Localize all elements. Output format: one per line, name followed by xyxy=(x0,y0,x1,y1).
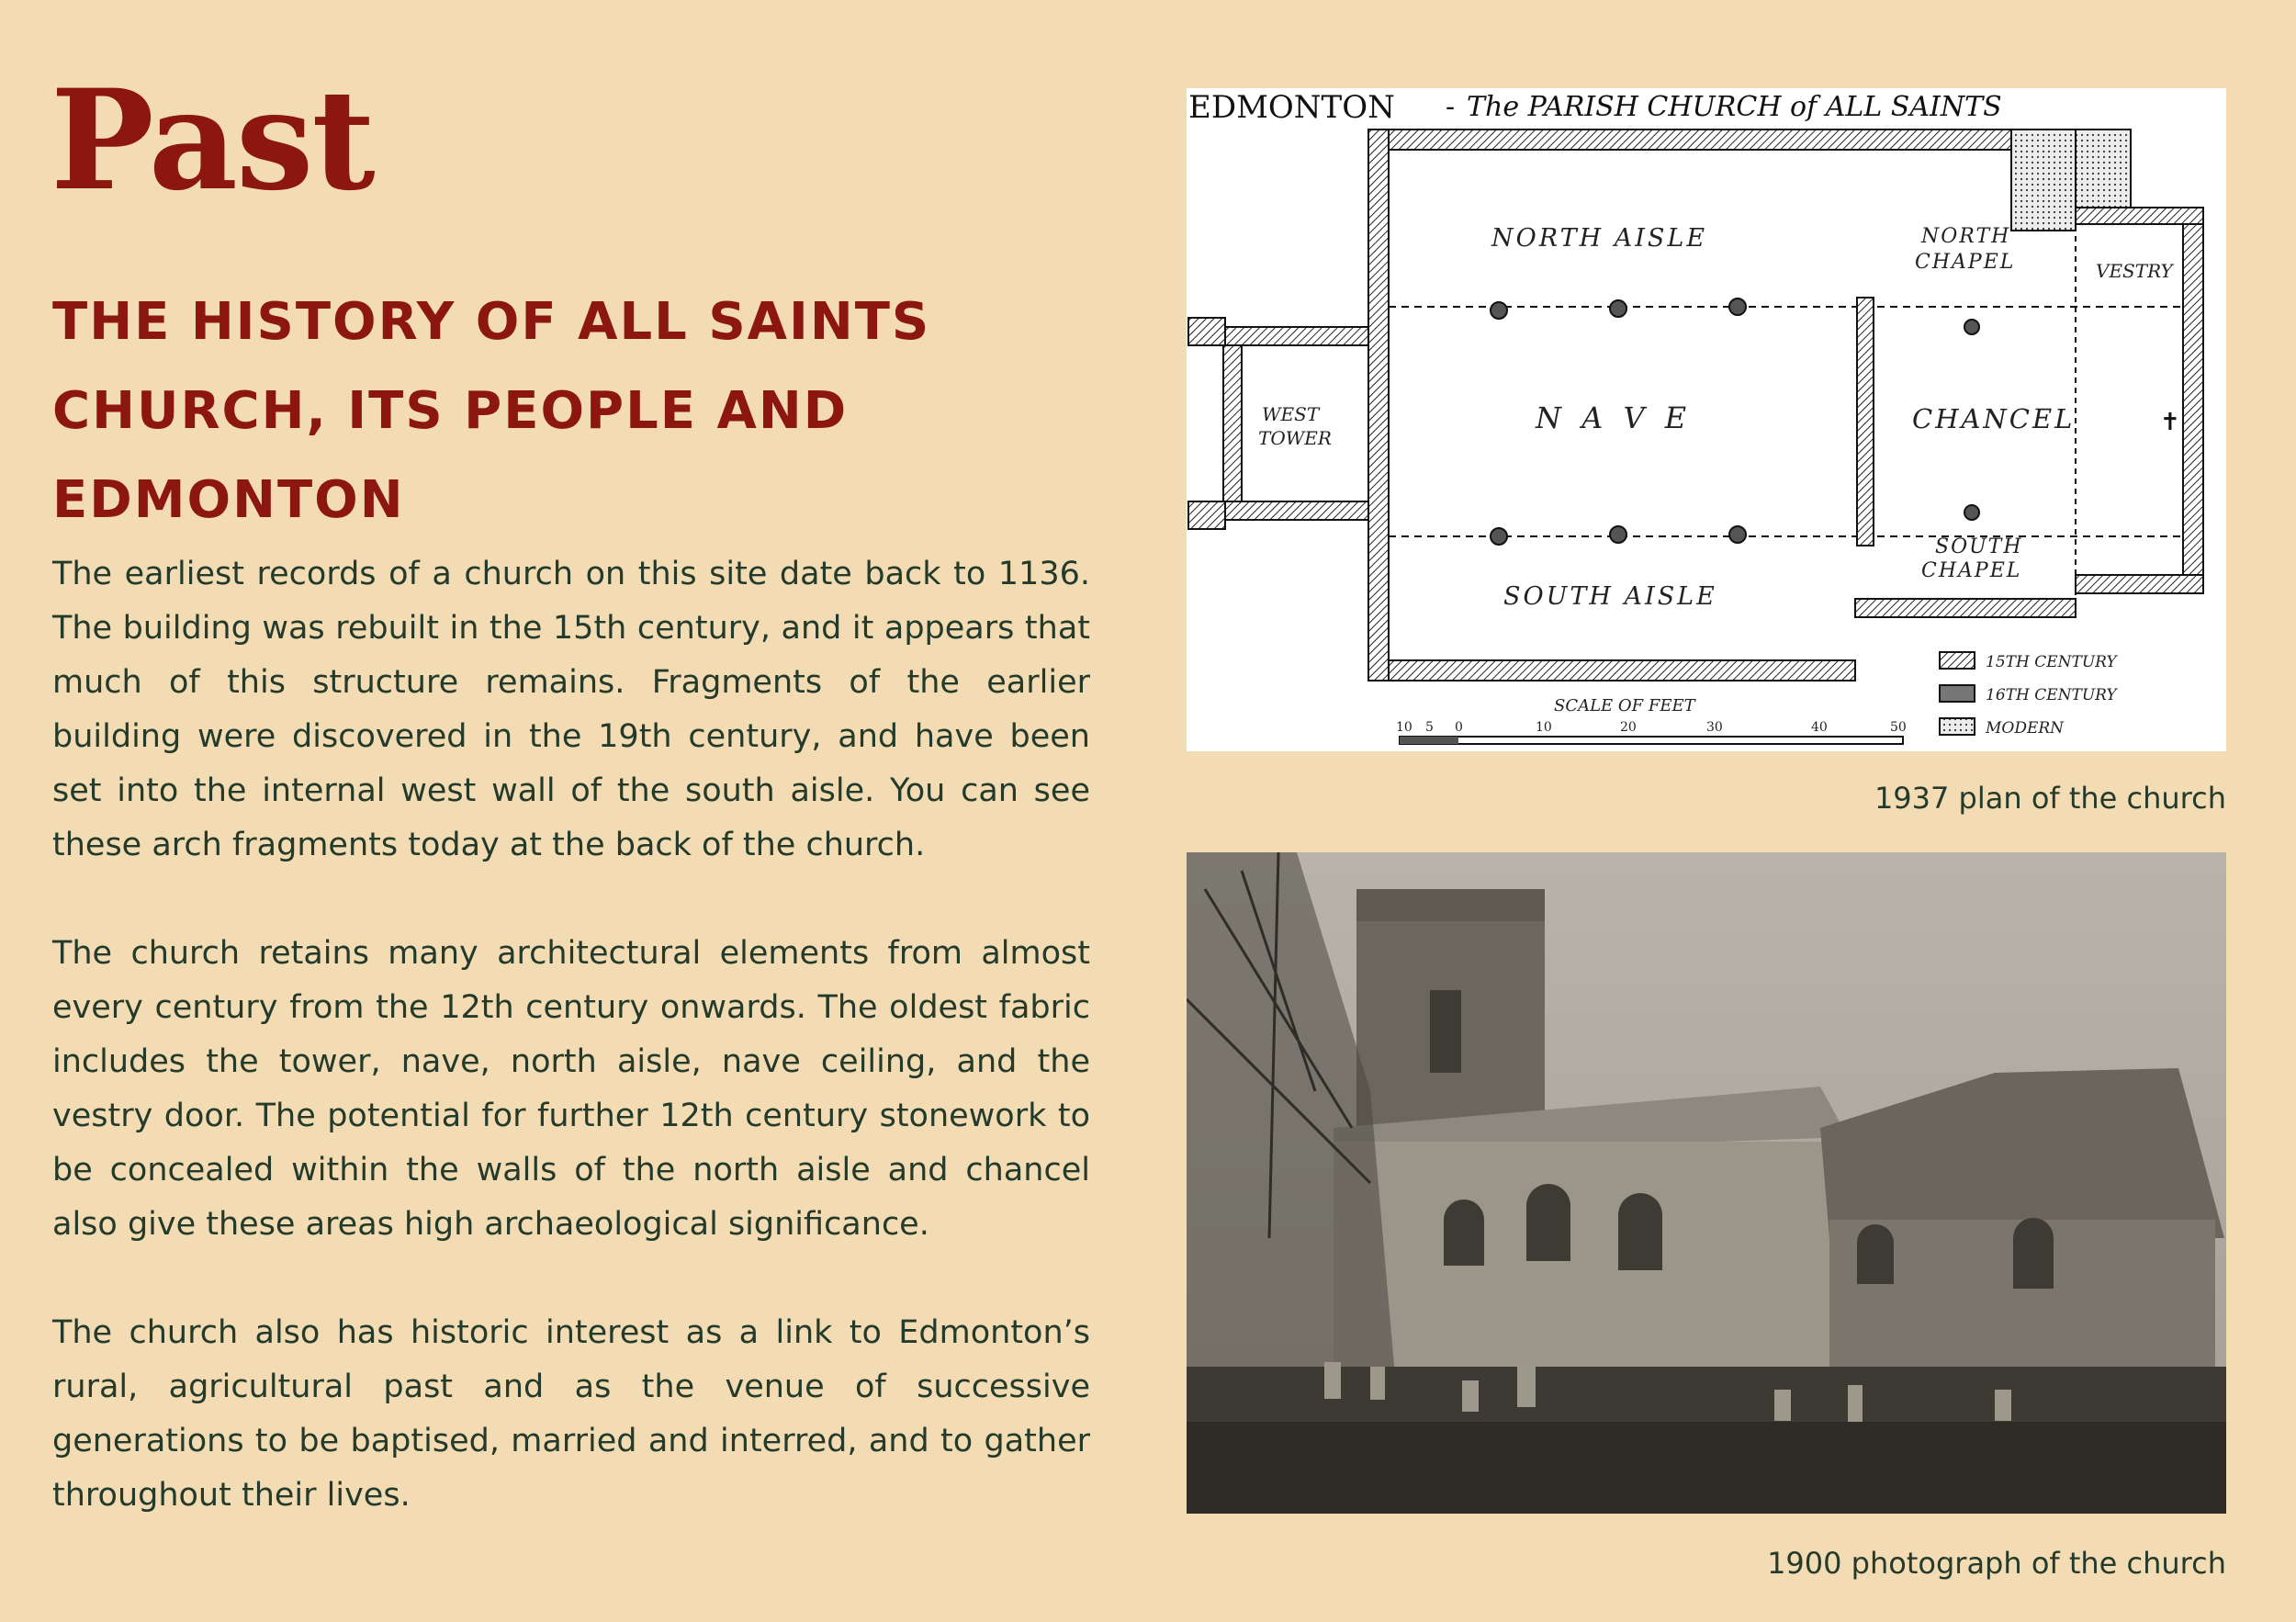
tower-south-wall xyxy=(1223,501,1368,520)
photo-gravestone xyxy=(1517,1367,1536,1407)
scale-tick-label: 10 xyxy=(1536,720,1552,735)
body-text xyxy=(52,547,1090,1523)
photo-hedge xyxy=(1187,1422,2226,1514)
plan-caption: 1937 plan of the church xyxy=(1874,781,2226,816)
legend-swatch-15th xyxy=(1940,652,1975,669)
west-nave-wall xyxy=(1368,130,1389,681)
photo-gravestone xyxy=(1370,1367,1385,1400)
church-plan-figure xyxy=(1187,88,2226,751)
pillar-north-chapel xyxy=(1964,320,1979,334)
paragraph-2: The church retains many architectural elements from almost every century from the 12th century onwards. The oldest fabric includes the tower, nave, north aisle, nave ceiling, and the vestry door. The potential for further 12th century stonework to be concealed within the walls of the north aisle and chancel also give these areas high archaeological significance. xyxy=(52,935,1090,1243)
chancel-south-wall xyxy=(2076,575,2203,593)
tower-north-wall xyxy=(1223,327,1368,345)
page-subtitle: THE HISTORY OF ALL SAINTS CHURCH, ITS PEOPLE AND EDMONTON xyxy=(52,292,931,530)
label-south-chapel-line2: CHAPEL xyxy=(1921,559,2022,582)
photo-window xyxy=(1526,1184,1570,1261)
label-south-chapel-line1: SOUTH xyxy=(1935,535,2023,558)
page-title: Past xyxy=(51,60,374,221)
tower-west-wall xyxy=(1223,327,1242,520)
scale-bar-fill xyxy=(1400,737,1458,744)
label-north-aisle: NORTH AISLE xyxy=(1491,224,1708,253)
label-chancel: CHANCEL xyxy=(1912,403,2076,434)
vestry-annex xyxy=(2011,130,2076,231)
altar-cross-icon: ✝ xyxy=(2160,409,2180,436)
pillar-north-3 xyxy=(1729,298,1746,315)
label-west-tower-line1: WEST xyxy=(1262,403,1320,425)
south-chapel-wall xyxy=(1855,599,2076,617)
tower-buttress-south xyxy=(1188,501,1225,529)
pillar-north-2 xyxy=(1610,300,1626,317)
label-nave: N A V E xyxy=(1536,400,1693,435)
label-north-chapel-line1: NORTH xyxy=(1921,225,2011,248)
chancel-arch xyxy=(1857,298,1874,546)
label-west-tower-line2: TOWER xyxy=(1258,427,1332,449)
scale-bar xyxy=(1400,737,1903,744)
church-plan-drawing xyxy=(1187,88,2226,751)
church-photograph-drawing xyxy=(1187,852,2226,1514)
pillar-north-1 xyxy=(1491,302,1507,319)
south-wall xyxy=(1368,660,1855,681)
legend-label-modern: MODERN xyxy=(1986,719,2065,738)
photo-gravestone xyxy=(1848,1385,1863,1422)
pillar-south-1 xyxy=(1491,528,1507,545)
photo-window xyxy=(1444,1200,1484,1266)
photo-tower-window xyxy=(1430,990,1461,1073)
plan-heading-separator: - xyxy=(1446,91,1456,123)
east-chancel-wall xyxy=(2183,208,2203,593)
label-vestry: VESTRY xyxy=(2096,260,2173,282)
legend-label-15th: 15TH CENTURY xyxy=(1986,653,2117,671)
scale-tick-label: 5 xyxy=(1425,720,1434,735)
label-north-chapel-line2: CHAPEL xyxy=(1915,251,2016,274)
vestry-wall xyxy=(2076,208,2203,224)
north-wall xyxy=(1368,130,2011,150)
legend-label-16th: 16TH CENTURY xyxy=(1986,686,2117,704)
label-scale-of-feet: SCALE OF FEET xyxy=(1554,696,1695,715)
photo-window xyxy=(1618,1193,1662,1270)
photo-tower-battlements xyxy=(1356,889,1545,921)
legend-swatch-16th xyxy=(1940,685,1975,702)
legend-swatch-modern xyxy=(1940,718,1975,735)
photo-gravestone xyxy=(1324,1362,1341,1399)
photo-gravestone xyxy=(1995,1390,2011,1421)
plan-heading-right: The PARISH CHURCH of ALL SAINTS xyxy=(1467,91,2002,123)
photo-gravestone xyxy=(1462,1380,1479,1412)
paragraph-1: The earliest records of a church on this site date back to 1136. The building was rebuilt in the 15th century, and it appears that much of this structure remains. Fragments of the earlier building were discovered in the 19th century, and have been set into the internal west wall of the south aisle. You can see these arch fragments today at the back of the church. xyxy=(52,556,1090,863)
photo-nave-wall xyxy=(1334,1142,1848,1380)
plan-heading-left: EDMONTON xyxy=(1188,89,1395,126)
tower-buttress-north xyxy=(1188,318,1225,345)
scale-tick-label: 20 xyxy=(1620,720,1637,735)
scale-tick-label: 30 xyxy=(1706,720,1723,735)
scale-tick-label: 40 xyxy=(1811,720,1828,735)
church-photograph xyxy=(1187,852,2226,1514)
photo-window xyxy=(2013,1218,2054,1289)
scale-tick-label: 50 xyxy=(1890,720,1907,735)
pillar-south-3 xyxy=(1729,526,1746,543)
north-east-annex xyxy=(2076,130,2131,208)
photo-gravestone xyxy=(1774,1390,1791,1421)
scale-tick-label: 10 xyxy=(1396,720,1412,735)
photo-window xyxy=(1857,1224,1894,1284)
scale-tick-label: 0 xyxy=(1455,720,1463,735)
paragraph-3: The church also has historic interest as a link to Edmonton’s rural, agricultural past and as the venue of successive generations to be baptised, married and interred, and to gather throughout their lives. xyxy=(52,1314,1090,1514)
photo-caption: 1900 photograph of the church xyxy=(1767,1546,2226,1581)
label-south-aisle: SOUTH AISLE xyxy=(1503,582,1717,611)
pillar-south-chapel xyxy=(1964,505,1979,520)
pillar-south-2 xyxy=(1610,526,1626,543)
